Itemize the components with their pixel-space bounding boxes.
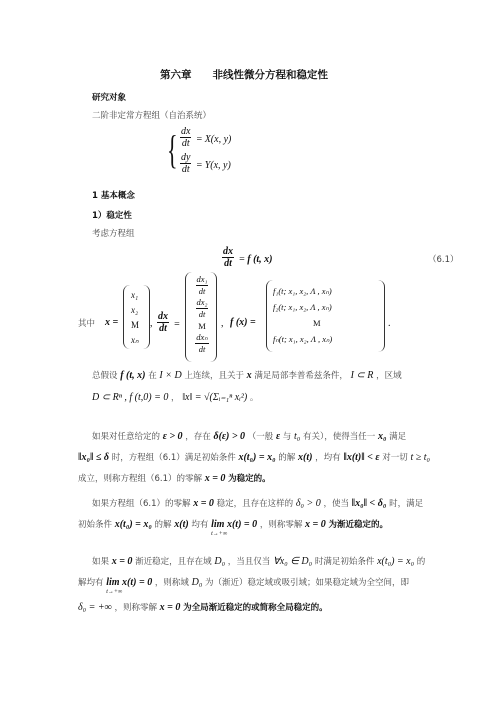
vector-x-entry: xₙ [131,335,139,345]
vector-f-entry: fₙ(t; x₁, x₂, Λ , xₙ) [273,334,333,344]
math: x = 0 [204,473,226,484]
consider-text: 考虑方程组 [92,229,135,239]
math: D₀ [214,556,226,567]
vector-f-paren-right [378,280,385,352]
text: （一般 [247,432,274,442]
text: 如果方程组（6.1）的零解 [92,499,191,509]
vector-dx-entries: dx₁ dt dx₂ dt M dxₙ dt [190,274,214,355]
vector-x-entry: x₁ [131,290,139,300]
vector-f-symbol: f (x) = [230,317,256,328]
text: 时，满足 [389,499,424,509]
math: x = 0 [305,519,326,530]
text: ，存在 [185,432,211,442]
limit-expr [211,519,257,537]
math: x(t₀) = x₀ [238,452,276,463]
limit-subscript: t→+∞ [106,589,123,595]
math: x(t₀) = x₀ [114,519,152,530]
math: lim x(t) = 0 [211,519,258,530]
main-equation: $\frac{dx}{dt}$ = f (t, x) [223,246,273,269]
math-x: x [246,370,252,381]
math: ‖x₀‖ < δ₀ [351,498,387,509]
text: 时满足初始条件 [314,557,375,567]
math-interval: I ⊂ R [350,370,374,381]
asymptotic-line-1 [92,498,423,510]
vector-f-entry: f₂(t; x₁, x₂, Λ , xₙ) [273,302,332,312]
comma: , [221,318,224,329]
math: x(t₀) = x₀ [377,556,415,567]
stability-line-1 [92,431,406,443]
vector-f-entries [273,283,332,347]
text: ，则称域 [154,578,189,588]
text: 如果 [92,557,110,567]
math: ε [275,431,281,442]
defined-term: 为稳定的。 [228,474,271,484]
asymptotic-line-2 [78,519,388,537]
assumption-text: 在 [148,371,157,381]
text: 均有 [191,520,209,530]
stability-line-3 [78,473,271,485]
math: δ₀ > 0 [295,498,321,509]
text: 为（渐近）稳定域或吸引域；如果稳定域为全空间，即 [205,578,410,588]
text: 的解 [154,520,172,530]
vector-f-entry: f₁(t; x₁, x₂, Λ , xₙ) [273,286,332,296]
math: lim x(t) = 0 [106,577,153,588]
main-equation-rhs: f (t, x) [247,254,273,265]
math: δ₀ = +∞ [78,602,112,613]
vector-dx-entry: dxₙ [196,332,208,342]
defined-term: 为全局渐近稳定的或简称全局稳定的。 [183,603,328,613]
assumption-line-2: D ⊂ Rⁿ , f (t,0) = 0 ， ‖x‖ = √(Σᵢ₌₁ⁿ xᵢ²) 。 [92,392,259,403]
comma: , [150,318,153,329]
system-eq-2: $\frac{dy}{dt}$ = Y(x, y) [181,152,231,175]
assumption-text: 上连续，且关于 [184,371,244,381]
text: 对一切 [382,453,408,463]
chapter-title: 第六章 非线性微分方程和稳定性 [160,69,328,81]
text: 与 [282,432,292,442]
math-domain-def: D ⊂ Rⁿ , f (t,0) = 0 [92,392,169,403]
math-f: f (t, x) [120,370,146,381]
vector-x-symbol: x = [105,317,119,328]
text: 初始条件 [78,520,113,530]
math: D₀ [191,577,203,588]
math: x(t) [297,452,313,463]
vector-dx-entry: dx₂ [196,297,208,307]
math-norm: ‖x‖ = √(Σᵢ₌₁ⁿ xᵢ²) [182,392,248,403]
math: ‖x₀‖ ≤ δ [78,452,110,463]
vector-x-entries [131,288,139,348]
global-line-1 [92,556,425,568]
assumption-text: 总假设 [92,371,118,381]
text: 如果对任意给定的 [92,432,161,442]
subsection-heading: 1）稳定性 [92,211,132,221]
defined-term: 为渐近稳定的。 [328,520,388,530]
system-eq-1: $\frac{dx}{dt}$ = X(x, y) [181,126,232,149]
system-brace: { [167,127,178,172]
vector-f-paren-left [266,280,273,352]
equation-number: （6.1） [428,255,459,265]
assumption-line-1 [92,370,402,382]
vector-dx-entry: dx₁ [196,274,208,284]
math: ∀x₀ ∈ D₀ [272,556,313,567]
math: ε > 0 [162,431,183,442]
global-line-3 [78,602,328,614]
text: ，则称零解 [114,603,157,613]
vector-f-entry: M [313,318,321,328]
vector-x-paren-left [123,285,130,349]
text: 稳定，且存在这样的 [216,499,294,509]
research-object-label: 研究对象 [92,93,127,103]
math: x = 0 [111,556,133,567]
math: t ≥ t₀ [410,452,430,463]
assumption-text: ，区域 [376,371,402,381]
text: 满足 [389,432,407,442]
second-order-system-text: 二阶非定常方程组（自治系统） [92,111,212,121]
math: x(t) [174,519,189,530]
limit-subscript: t→+∞ [211,531,228,537]
text: 有关），使得当任一 [302,432,376,442]
global-line-2 [78,577,409,595]
text: 的解 [278,453,296,463]
system-eq-1-rhs: X(x, y) [204,134,232,145]
text: 的 [416,557,426,567]
math: δ(ε) > 0 [213,431,246,442]
system-eq-2-rhs: Y(x, y) [204,160,231,171]
limit-expr [106,577,152,595]
text: 成立，则称方程组（6.1）的零解 [78,474,203,484]
comma: . [388,318,391,329]
text: ，当且仅当 [227,557,271,567]
text: 时，方程组（6.1）满足初始条件 [111,453,236,463]
math: x = 0 [193,498,214,509]
vector-dx-symbol: $\frac{dx}{dt}$ = [158,311,180,334]
text: 解均有 [78,578,104,588]
math-domain: I × D [159,370,182,381]
math: ‖x(t)‖ < ε [343,452,380,463]
vector-x-paren-right [143,285,150,349]
text: ，均有 [315,453,341,463]
math: t₀ [294,431,301,442]
where-label: 其中 [78,319,96,329]
math: x = 0 [159,602,181,613]
math: x₀ [377,431,387,442]
vector-dx-entry: M [198,321,206,331]
section-heading: 1 基本概念 [92,191,135,201]
text: ，使当 [323,499,349,509]
assumption-text: 满足局部李普希兹条件， [254,371,348,381]
text: 渐近稳定，且存在域 [135,557,212,567]
vector-x-entry: M [131,320,140,330]
text: ，则称零解 [259,520,303,530]
vector-x-entry: x₂ [131,305,139,315]
stability-line-2 [78,452,430,464]
